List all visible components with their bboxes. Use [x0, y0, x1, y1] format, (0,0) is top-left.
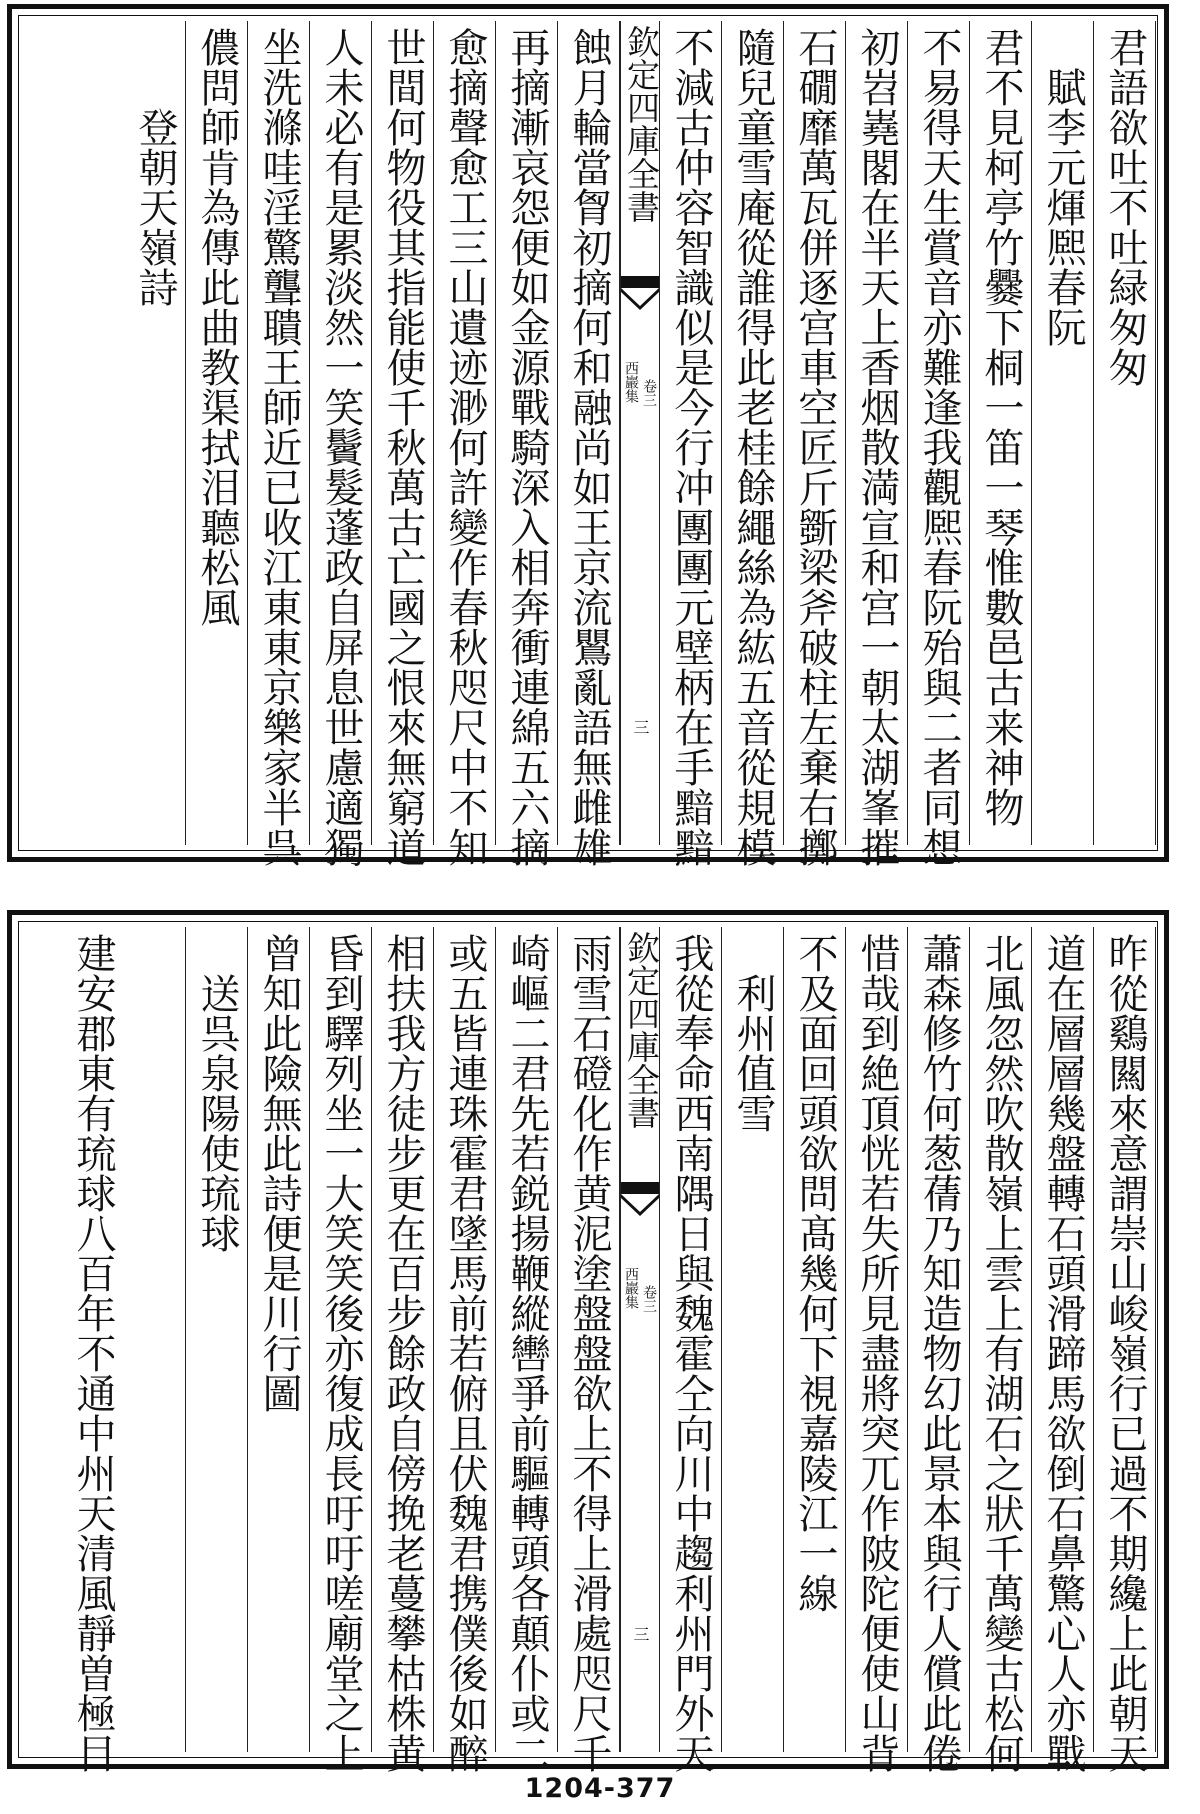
- text-column: [372, 21, 434, 867]
- text-column: [722, 927, 784, 1752]
- fishtail-mark-icon: [621, 276, 659, 316]
- gutter-book-title: 西巖集: [623, 1267, 639, 1309]
- column-text: 蕭森修竹何葱蒨乃知造物幻此景本與行人償此倦: [916, 933, 962, 1773]
- column-text: 人未必有是累淡然一笑鬢髮蓬政自屏息世慮適獨: [318, 27, 364, 867]
- column-text: 愈摘聲愈工三山遺迹渺何許變作春秋咫尺中不知: [442, 27, 488, 867]
- gutter-book-title: 西巖集: [623, 361, 639, 403]
- text-column: [1094, 21, 1156, 845]
- text-column: [908, 927, 970, 1773]
- column-text: 君不見柯亭竹爨下桐一笛一琴惟數邑古来神物: [978, 27, 1024, 827]
- column-text: 蝕月輪當胷初摘何和融尚如王京流鸎亂語無雌雄: [566, 27, 612, 867]
- text-column: [970, 21, 1032, 845]
- top-panel: [7, 4, 1169, 867]
- text-column: [1094, 927, 1156, 1773]
- text-column: [970, 927, 1032, 1773]
- column-text: 坐洗滌哇淫驚聾聵王師近已收江東東京樂家半呉: [256, 27, 302, 867]
- column-text: 再摘漸哀怨便如金源戰騎深入相奔衝連綿五六摘: [504, 27, 550, 867]
- column-text: 世間何物役其指能使千秋萬古亡國之恨來無窮道: [380, 27, 426, 867]
- column-text: 或五皆連珠霍君墜馬前若俯且伏魏君携僕後如醉: [442, 933, 488, 1773]
- gutter-leaf-number: 三: [631, 719, 650, 735]
- column-text: 相扶我方徒步更在百步餘政自傍挽老蔓攀枯株黄: [380, 933, 426, 1773]
- fishtail-mark-icon: [621, 1182, 659, 1222]
- text-column: [1032, 927, 1094, 1773]
- gutter-title: 欽定四庫全書: [622, 931, 661, 1129]
- column-text: 北風忽然吹散嶺上雲上有湖石之狀千萬變古松何: [978, 933, 1024, 1773]
- column-text: 送呉泉陽使琉球: [194, 933, 240, 1253]
- column-text: 曾知此險無此詩便是川行圖: [256, 933, 302, 1413]
- text-column: [186, 21, 248, 845]
- text-column: [660, 21, 722, 867]
- column-text: 道在層層幾盤轉石頭滑蹄馬欲倒石鼻驚心人亦戰: [1040, 933, 1086, 1773]
- text-column: [558, 21, 620, 867]
- column-text: 不及面回頭欲問髙幾何下視嘉陵江一線: [792, 933, 838, 1613]
- text-column: [124, 21, 186, 845]
- text-column: [1032, 21, 1094, 845]
- bottom-panel: [7, 910, 1169, 1773]
- text-column: [660, 927, 722, 1773]
- column-text: 不減古仲容智識似是今行冲團團元壁柄在手黯黯: [668, 27, 714, 867]
- text-column: [434, 21, 496, 867]
- text-column: [310, 21, 372, 867]
- column-text: 昨從鷄闗來意謂崇山峻嶺行已過不期纔上此朝天: [1102, 933, 1148, 1773]
- column-text: 我從奉命西南隅日與魏霍仝向川中趨利州門外天: [668, 933, 714, 1773]
- text-column: [248, 21, 310, 867]
- column-text: 雨雪石磴化作黄泥塗盤盤欲上不得上滑處咫尺千: [566, 933, 612, 1773]
- column-text: 石礀靡萬瓦併逐宫車空匠斤斵梁斧破柱左棄右擲: [792, 27, 838, 867]
- column-text: 崎嶇二君先若鋭揚鞭縱轡爭前驅轉頭各顛仆或二: [504, 933, 550, 1773]
- center-gutter: [620, 21, 660, 845]
- column-text: 儂問師肯為傳此曲教渠拭泪聽松風: [194, 27, 240, 627]
- text-column: [846, 21, 908, 867]
- gutter-title: 欽定四庫全書: [622, 25, 661, 223]
- column-text: 君語欲吐不吐緑匆匆: [1102, 27, 1148, 387]
- text-column: [784, 21, 846, 867]
- text-column: [496, 927, 558, 1773]
- column-text: 惜哉到絶頂恍若失所見盡將突兀作陂陀便使山背: [854, 933, 900, 1773]
- column-text: 利州值雪: [730, 933, 776, 1133]
- text-column: [248, 927, 310, 1752]
- text-column: [372, 927, 434, 1773]
- text-column: [24, 927, 124, 1773]
- column-text: 登朝天嶺詩: [132, 27, 178, 307]
- page-number: 1204-377: [524, 1773, 676, 1804]
- gutter-volume: 卷三: [641, 1285, 657, 1313]
- gutter-leaf-number: 三: [631, 1626, 650, 1642]
- gutter-volume: 卷三: [641, 379, 657, 407]
- text-column: [908, 21, 970, 867]
- text-column: [434, 927, 496, 1773]
- column-text: 初岧嶤閣在半天上香烟散満宣和宫一朝太湖峯摧: [854, 27, 900, 867]
- column-text: 隨兒童雪庵從誰得此老桂餘繩絲為紘五音從規模: [730, 27, 776, 867]
- text-column: [784, 927, 846, 1752]
- column-text: 賦李元煇熈春阮: [1040, 27, 1086, 347]
- text-column: [846, 927, 908, 1773]
- text-column: [62, 21, 124, 845]
- text-column: [186, 927, 248, 1752]
- text-column: [558, 927, 620, 1773]
- text-column: [496, 21, 558, 867]
- column-text: 昏到驛列坐一大笑笑後亦復成長吁吁嗟廟堂之上: [318, 933, 364, 1773]
- center-gutter: [620, 927, 660, 1752]
- column-text: 建安郡東有琉球八百年不通中州天清風靜曽極目: [70, 933, 116, 1773]
- text-column: [722, 21, 784, 867]
- text-column: [310, 927, 372, 1773]
- column-text: 不易得天生賞音亦難逢我觀熈春阮殆與二者同想: [916, 27, 962, 867]
- text-column: [124, 927, 186, 1752]
